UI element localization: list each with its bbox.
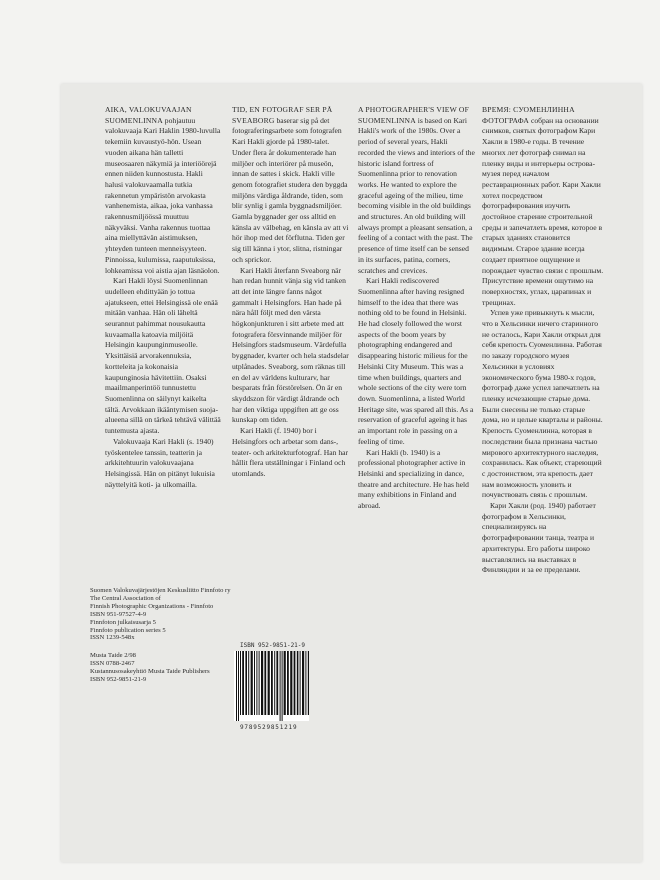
barcode-bar	[254, 651, 255, 715]
barcode-bar	[259, 651, 260, 715]
paragraph-2: Kari Hakli återfann Sveaborg när han redan hunnit vänja sig vid tanken att det inte längre fanns något gammalt i Helsingfors. Han hade på nära håll följt med den värsta högkonjunkturen i sitt arbete med att fotografera försvinnande miljöer för Helsingfors stadsmuseum. Värdefulla byggnader, kvarter och hela stadsdelar utplånades. Sveaborg, som räknas till en del av världens kulturarv, har besparats från förstörelsen. Ön är en skyddszon för värdigt åldrande och har den viktiga uppgiften att ge oss kunskap om tiden.	[232, 265, 349, 425]
barcode-bar	[280, 651, 281, 721]
barcode-bars	[234, 651, 309, 721]
column-english	[358, 105, 475, 512]
paragraph-1: A PHOTOGRAPHER'S VIEW OF SUOMENLINNA is based on Kari Hakli's work of the 1980s. Over a period of several years, Hakli recorded the views and interiors of the historic island fortress of Suomenlinna prior to renovation works. He wanted to explore the graceful ageing of the milieu, time becoming visible in the old buildings and structures. An old building will always prompt a pleasant sensation, a feeling of a contact with the past. The presence of time itself can be sensed in its surfaces, patina, corners, scratches and crevices.	[358, 105, 475, 275]
barcode-bar	[297, 651, 299, 715]
paragraph-2: Успев уже привыкнуть к мысли, что в Хельсинки ничего старинного не осталось, Кари Хакли открыл для себя крепость Суоменлинна. Работая по заказу городского музея Хельсинки в условиях экономического бума 1980-х годов, фотограф даже успел запечатлеть на пленку исчезающие старые дома. Были снесены не только старые дома, но и целые кварталы и районы. Крепость Суоменлинна, которая в последствии была признана частью мирового архитектурного наследия, сохранилась. Как объект, стареющий с достоинством, эта крепость дает нам возможность уловить и почувствовать связь с прошлым.	[482, 308, 603, 500]
imprint-line: The Central Association of	[90, 594, 161, 602]
barcode-isbn-label: ISBN 952-9851-21-9	[240, 642, 306, 649]
barcode-bar	[305, 651, 306, 715]
barcode-bar	[300, 651, 301, 715]
barcode-bar	[251, 651, 253, 715]
paragraph-2: Kari Hakli löysi Suomenlinnan uudelleen ehdittyään jo tottua ajatukseen, ettei Helsingissä ole enää mitään vanhaa. Hän oli läheltä seurannut pahimmat nousukautta kuvaamalla katoavia miljöitä Helsingin kaupunginmuseolle. Yksittäisiä arvorakennuksia, kortteleita ja kokonaisia kaupunginosia hävitettiin. Osaksi maailmanperintöö tunnustettu Suomenlinna on säilynyt kaikelta tältä. Arvokkaan ikääntymisen suoja-alueena sillä on tärkeä tehtävä välittää tuntemusta ajasta.	[105, 276, 221, 436]
barcode-bar	[256, 651, 257, 715]
barcode-bar	[308, 651, 309, 715]
imprint-line: ISSN 1239-548x	[90, 634, 135, 642]
imprint-line: ISBN 951-97527-4-9	[90, 610, 147, 618]
barcode-bar	[261, 651, 263, 715]
barcode-bar	[238, 651, 239, 721]
barcode-bar	[248, 651, 249, 715]
barcode-bar	[271, 651, 273, 715]
barcode-bar	[268, 651, 270, 715]
barcode-bar	[290, 651, 292, 715]
barcode-bar	[240, 651, 241, 715]
paragraph-1: ВРЕМЯ: СУОМЕНЛИННА ФОТОГРАФА собран на основании снимков, снятых фотографом Кари Хакли в 1980-е годы. В течение многих лет фотограф снимал на пленку виды и интерьеры острова-музея перед началом реставрационных работ. Кари Хакли хотел посредством фотографирования изучить достойное старение строительной среды и запечатлеть время, которое в старых зданиях становится видимым. Старое здание всегда создает приятное ощущение и порождает чувство связи с прошлым. Присутствие времени ощутимо на поверхностях, углах, царапинах и трещинах.	[482, 105, 604, 307]
imprint-line: Kustannusosakeyhtiö Musta Taide Publishers	[90, 668, 210, 676]
barcode-bar	[284, 651, 286, 715]
barcode-bar	[282, 651, 283, 721]
barcode-bar	[245, 651, 247, 715]
column-russian	[482, 105, 604, 576]
paragraph-2: Kari Hakli rediscovered Suomenlinna after having resigned himself to the idea that there was nothing old to be found in Helsinki. He had closely followed the worst aspects of the boom years by photographing endangered and disappearing historic milieus for the Helsinki City Museum. This was a time when buildings, quarters and whole sections of the city were torn down. Suomenlinna, a listed World Heritage site, was spared all this. As a reservation of graceful ageing it has an important role in passing on a feeling of time.	[358, 276, 474, 446]
column-heading: ВРЕМЯ: СУОМЕНЛИННА ФОТОГРАФА	[482, 105, 575, 125]
imprint-line: Finnfoto publication series 5	[90, 626, 166, 634]
barcode-bar	[302, 651, 304, 715]
imprint-line: Finnfoton julkaisusarja 5	[90, 618, 156, 626]
column-heading: TID, EN FOTOGRAF SER PÅ SVEABORG	[232, 105, 333, 125]
barcode-bar	[294, 651, 296, 715]
imprint-line: Finnish Photographic Organizations - Finnfoto	[90, 602, 214, 610]
barcode-bar	[287, 651, 289, 715]
paragraph-3: Кари Хакли (род. 1940) работает фотографом в Хельсинки, специализируясь на фотографировании танца, театра и архитектуры. Его работы широко выставлялись на выставках в Финляндии и за ее пределами.	[482, 501, 596, 575]
paragraph-3: Valokuvaaja Kari Hakli (s. 1940) työskentelee tanssin, teatterin ja arkkitehtuurin valokuvaajana Helsingissä. Hän on pitänyt lukuisia näyttelyitä koti- ja ulkomailla.	[105, 436, 215, 489]
barcode-number: 9789529851219	[240, 724, 298, 731]
imprint-line: ISBN 952-9851-21-9	[90, 676, 147, 684]
column-finnish	[105, 105, 222, 490]
barcode-bar	[276, 651, 278, 715]
barcode	[234, 651, 309, 721]
paragraph-3: Kari Hakli (f. 1940) bor i Helsingfors och arbetar som dans-, teater- och arkitekturfotograf. Han har hållit flera utställningar i Finland och utomlands.	[232, 426, 349, 478]
imprint-line: ISSN 0788-2467	[90, 660, 135, 668]
paragraph-1: TID, EN FOTOGRAF SER PÅ SVEABORG baserar sig på det fotograferingsarbete som fotografen Kari Hakli gjorde på 1980-talet. Under flera år dokumenterade han miljöer och interiörer på museön, innan de sattes i skick. Hakli ville genom fotografiet studera den byggda miljöns värdiga åldrande, tiden, som blir synlig i gamla byggnadsmiljöer. Gamla byggnader ger oss alltid en känsla av välbehag, en känsla av att vi hör ihop med det förflutna. Tiden ger sig till känna i ytor, slitna, ristningar och sprickor.	[232, 105, 349, 264]
barcode-bar	[242, 651, 244, 715]
barcode-bar	[236, 651, 237, 721]
paragraph-1: AIKA, VALOKUVAAJAN SUOMENLINNA pohjautuu valokuvaaja Kari Haklin 1980-luvulla tekemiin kuvaustyö-hön. Usean vuoden aikana hän talletti museosaaren näkymiä ja interiöörejä ennen niiden kunnostusta. Hakli halusi valokuvaamalla tutkia rakennetun ympäristön arvokasta vanhenemista, aikaa, joka vanhassa rakennusmiljöössä muuttuu näkyväksi. Vanha rakennus tuottaa aina miellyttävän aistimuksen, yhteyden tunteen menneisyyteen. Pinnoissa, kulumissa, raaputuksissa, lohkeamissa voi aistia ajan läsnäolon.	[105, 105, 221, 275]
barcode-bar	[264, 651, 266, 715]
column-heading: A PHOTOGRAPHER'S VIEW OF SUOMENLINNA	[358, 105, 470, 125]
imprint-line: Suomen Valokuvajärjestöjen Keskusliitto Finnfoto ry	[90, 587, 231, 594]
barcode-bar	[274, 651, 275, 715]
paragraph-3: Kari Hakli (b. 1940) is a professional photographer active in Helsinki and specializing in dance, theatre and architecture. He has held many exhibitions in Finland and abroad.	[358, 447, 469, 511]
imprint-line: Musta Taide 2/98	[90, 652, 136, 660]
column-heading: AIKA, VALOKUVAAJAN SUOMENLINNA	[105, 105, 192, 125]
column-swedish	[232, 105, 349, 480]
